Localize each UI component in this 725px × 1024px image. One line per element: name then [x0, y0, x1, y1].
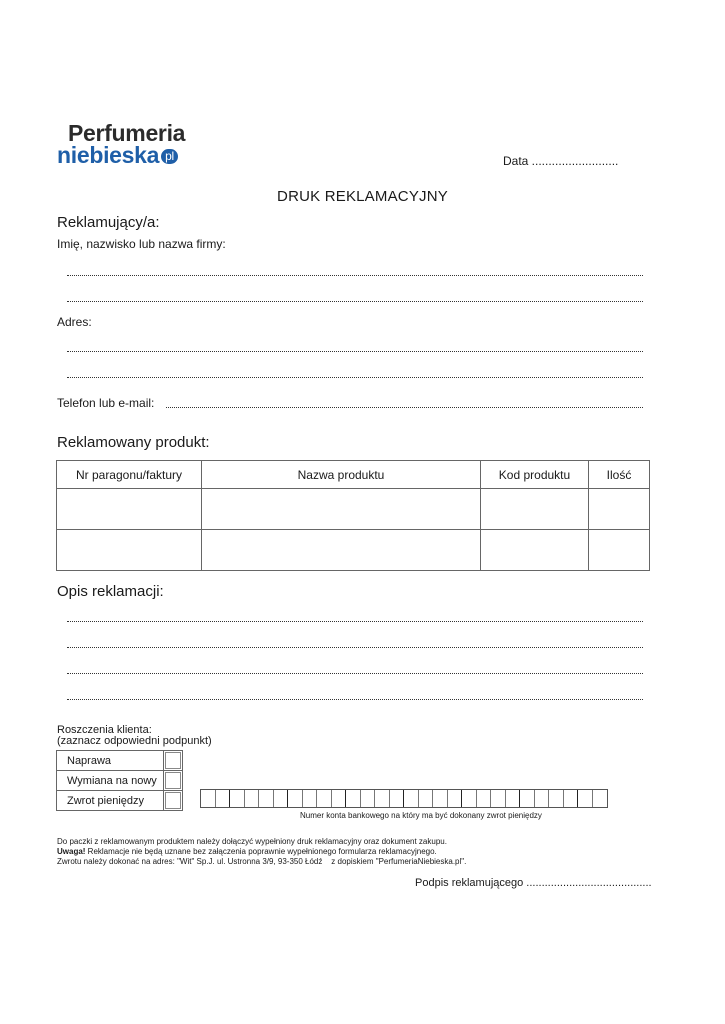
claims-heading: Roszczenia klienta: — [57, 724, 152, 736]
name-line-1[interactable] — [67, 275, 643, 276]
account-digit-box[interactable] — [578, 790, 593, 807]
column-header: Kod produktu — [481, 461, 589, 489]
table-cell[interactable] — [57, 489, 202, 530]
account-digit-box[interactable] — [274, 790, 289, 807]
claims-subheading: (zaznacz odpowiedni podpunkt) — [57, 735, 212, 747]
account-digit-box[interactable] — [491, 790, 506, 807]
claim-option-row — [57, 751, 183, 771]
account-digit-box[interactable] — [288, 790, 303, 807]
column-header: Nr paragonu/faktury — [57, 461, 202, 489]
note-warning-text: Reklamacje nie będą uznane bez załączenia poprawnie wypełnionego formularza reklamacyjnego. — [85, 847, 437, 856]
bank-account-caption: Numer konta bankowego na który ma być dokonany zwrot pieniędzy — [300, 811, 542, 820]
table-cell[interactable] — [589, 489, 650, 530]
account-digit-box[interactable] — [419, 790, 434, 807]
description-line-2[interactable] — [67, 647, 643, 648]
name-line-2[interactable] — [67, 301, 643, 302]
account-digit-box[interactable] — [448, 790, 463, 807]
account-digit-box[interactable] — [332, 790, 347, 807]
account-digit-box[interactable] — [245, 790, 260, 807]
product-heading: Reklamowany produkt: — [57, 434, 210, 451]
account-digit-box[interactable] — [564, 790, 579, 807]
logo-pl-badge: pl — [161, 149, 178, 164]
column-header: Nazwa produktu — [202, 461, 481, 489]
account-digit-box[interactable] — [346, 790, 361, 807]
account-digit-box[interactable] — [259, 790, 274, 807]
claim-checkbox-refund[interactable] — [164, 791, 183, 811]
account-digit-box[interactable] — [549, 790, 564, 807]
claim-option-row — [57, 771, 183, 791]
account-digit-box[interactable] — [535, 790, 550, 807]
account-digit-box[interactable] — [462, 790, 477, 807]
address-line-1[interactable] — [67, 351, 643, 352]
claim-checkbox-replace[interactable] — [164, 771, 183, 791]
table-cell[interactable] — [202, 489, 481, 530]
account-digit-box[interactable] — [593, 790, 608, 807]
checkbox-box[interactable] — [165, 752, 181, 769]
column-header: Ilość — [589, 461, 650, 489]
product-table — [56, 460, 650, 571]
address-line-2[interactable] — [67, 377, 643, 378]
checkbox-box[interactable] — [165, 792, 181, 809]
note-line-1: Do paczki z reklamowanym produktem należy dołączyć wypełniony druk reklamacyjny oraz dokument zakupu. — [57, 837, 447, 846]
note-line-3: Zwrotu należy dokonać na adres: "Wit" Sp.J. ul. Ustronna 3/9, 93-350 Łódź z dopiskiem "PerfumeriaNiebieska.pl". — [57, 857, 467, 866]
claim-option-label: Naprawa — [57, 751, 164, 771]
account-digit-box[interactable] — [230, 790, 245, 807]
name-label: Imię, nazwisko lub nazwa firmy: — [57, 237, 226, 251]
account-digit-box[interactable] — [361, 790, 376, 807]
account-digit-box[interactable] — [216, 790, 231, 807]
description-heading: Opis reklamacji: — [57, 583, 164, 600]
contact-label: Telefon lub e-mail: — [57, 396, 155, 410]
contact-line[interactable] — [166, 407, 643, 408]
claim-option-row — [57, 791, 183, 811]
bank-account-field[interactable] — [200, 789, 608, 808]
form-title: DRUK REKLAMACYJNY — [277, 188, 448, 205]
claim-checkbox-repair[interactable] — [164, 751, 183, 771]
description-line-4[interactable] — [67, 699, 643, 700]
date-field[interactable]: Data .......................... — [503, 154, 619, 168]
table-cell[interactable] — [589, 530, 650, 571]
note-warning-label: Uwaga! — [57, 847, 86, 856]
account-digit-box[interactable] — [317, 790, 332, 807]
claim-option-label: Wymiana na nowy — [57, 771, 164, 791]
table-row — [57, 489, 650, 530]
signature-field[interactable]: Podpis reklamującego ......................................... — [415, 877, 652, 889]
account-digit-box[interactable] — [404, 790, 419, 807]
description-line-1[interactable] — [67, 621, 643, 622]
account-digit-box[interactable] — [520, 790, 535, 807]
claim-option-label: Zwrot pieniędzy — [57, 791, 164, 811]
checkbox-box[interactable] — [165, 772, 181, 789]
claimant-heading: Reklamujący/a: — [57, 214, 160, 231]
account-digit-box[interactable] — [477, 790, 492, 807]
description-line-3[interactable] — [67, 673, 643, 674]
account-digit-box[interactable] — [201, 790, 216, 807]
logo-line-2 — [57, 142, 178, 169]
logo-niebieska: niebieska — [57, 142, 160, 168]
account-digit-box[interactable] — [506, 790, 521, 807]
table-cell[interactable] — [481, 489, 589, 530]
table-row — [57, 530, 650, 571]
account-digit-box[interactable] — [433, 790, 448, 807]
account-digit-box[interactable] — [390, 790, 405, 807]
account-digit-box[interactable] — [375, 790, 390, 807]
note-line-2 — [57, 847, 437, 857]
table-header-row — [57, 461, 650, 489]
table-cell[interactable] — [57, 530, 202, 571]
address-label: Adres: — [57, 315, 92, 329]
table-cell[interactable] — [481, 530, 589, 571]
claims-options — [56, 750, 183, 811]
logo-line-1: Perfumeria — [68, 120, 186, 146]
table-cell[interactable] — [202, 530, 481, 571]
account-digit-box[interactable] — [303, 790, 318, 807]
